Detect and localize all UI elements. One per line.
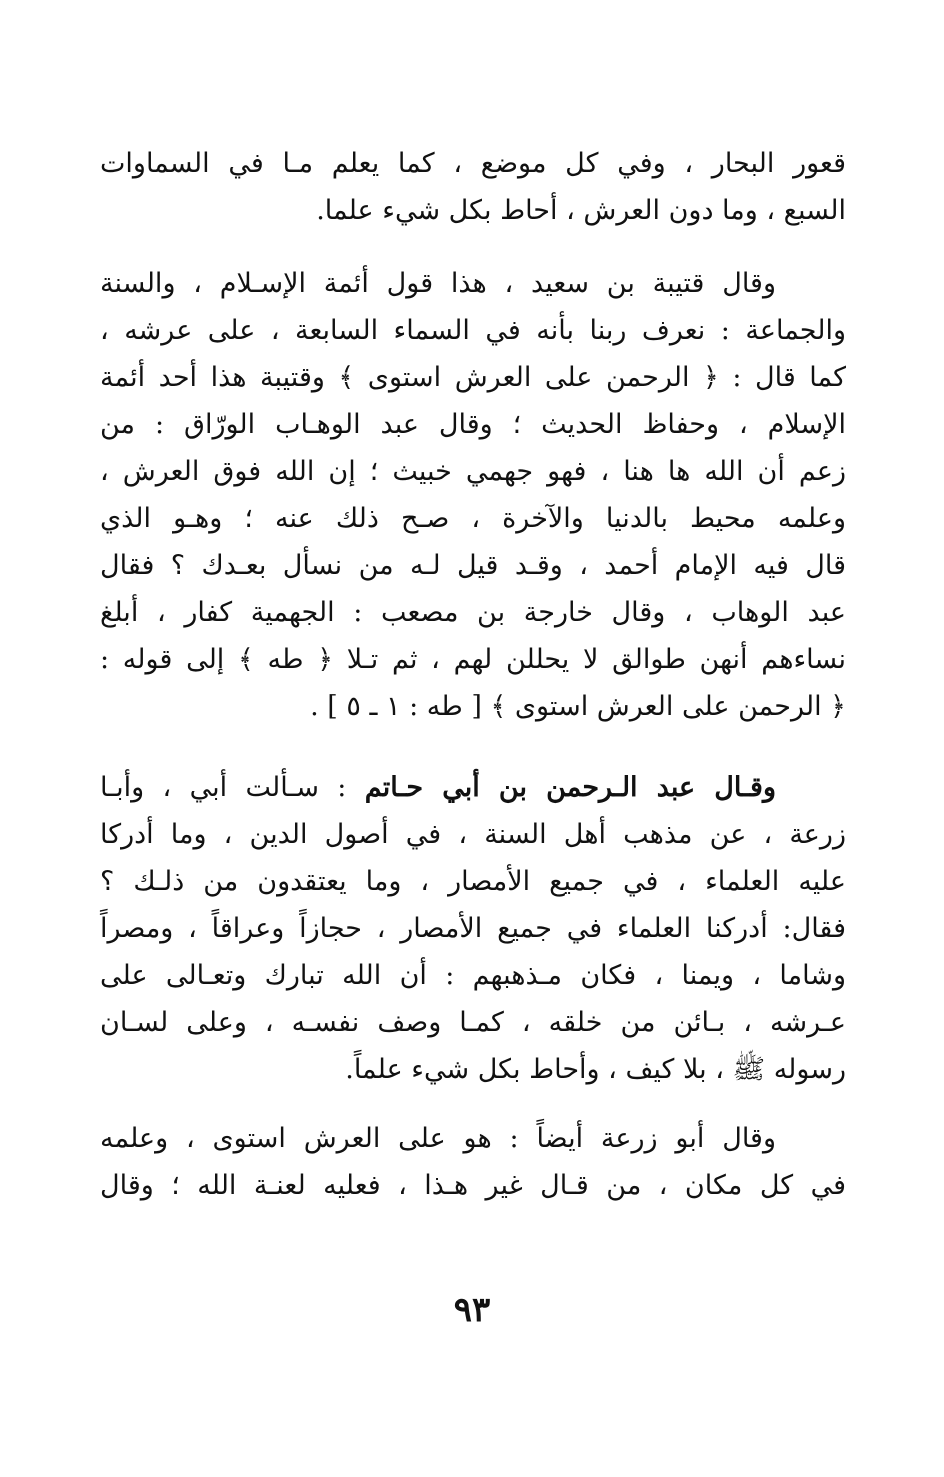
page-number: ٩٣ xyxy=(453,1290,491,1330)
text-line: والجماعة : نعرف ربنا بأنه في السماء السابعة ، على عرشه ، xyxy=(100,315,846,346)
paragraph-1 xyxy=(100,140,846,234)
text-line: كما قال : ﴿ الرحمن على العرش استوى ﴾ وقتيبة هذا أحد أئمة xyxy=(100,362,846,393)
text-line: عبد الوهاب ، وقال خارجة بن مصعب : الجهمية كفار ، أبلغ xyxy=(100,597,846,628)
text-line xyxy=(100,764,846,811)
text-line: زرعة ، عن مذهب أهل السنة ، في أصول الدين ، وما أدركا xyxy=(100,819,846,850)
text-line: قعور البحار ، وفي كل موضع ، كما يعلم مـا في السماوات xyxy=(100,148,846,179)
text-line: عليه العلماء ، في جميع الأمصار ، وما يعتقدون من ذلـك ؟ xyxy=(100,866,846,897)
text-line: الإسلام ، وحفاظ الحديث ؛ وقال عبد الوهـاب الورّاق : من xyxy=(100,409,846,440)
text-line: عـرشه ، بـائن من خلقه ، كمـا وصف نفسـه ، وعلى لسـان xyxy=(100,1007,847,1038)
text-line: وشاما ، ويمنا ، فكان مـذهبهم : أن الله تبارك وتعـالى على xyxy=(100,960,846,991)
paragraph-3 xyxy=(100,764,846,1093)
narrator-name: وقـال عبد الـرحمن بن أبي حـاتم xyxy=(364,772,777,803)
text-line: السبع ، وما دون العرش ، أحاط بكل شيء علما. xyxy=(316,195,846,226)
text-line: في كل مكان ، من قـال غير هـذا ، فعليه لعنـة الله ؛ وقال xyxy=(100,1170,846,1201)
text-line: زعم أن الله ها هنا ، فهو جهمي خبيث ؛ إن الله فوق العرش ، xyxy=(100,456,846,487)
text-line: ﴿ الرحمن على العرش استوى ﴾ [ طه : ١ ـ ٥ ] . xyxy=(310,691,846,722)
text-line-rest: : سـألت أبي ، وأبـا xyxy=(100,772,365,803)
text-line: فقال: أدركنا العلماء في جميع الأمصار ، حجازاً وعراقاً ، ومصراً xyxy=(100,913,846,944)
text-line: وقال أبو زرعة أيضاً : هو على العرش استوى ، وعلمه xyxy=(100,1123,776,1154)
text-line: وقال قتيبة بن سعيد ، هذا قول أئمة الإسـلام ، والسنة xyxy=(100,268,776,299)
paragraph-4 xyxy=(100,1115,846,1209)
text-line: رسوله ﷺ ، بلا كيف ، وأحاط بكل شيء علماً. xyxy=(345,1054,846,1085)
paragraph-2 xyxy=(100,260,846,730)
page-body xyxy=(100,140,846,1209)
text-line: نساءهم أنهن طوالق لا يحللن لهم ، ثم تـلا ﴿ طه ﴾ إلى قوله : xyxy=(100,644,846,675)
text-line: وعلمه محيط بالدنيا والآخرة ، صـح ذلك عنه ؛ وهـو الذي xyxy=(100,503,846,534)
text-line: قال فيه الإمام أحمد ، وقـد قيل لـه من نسأل بعـدك ؟ فقال xyxy=(100,550,846,581)
